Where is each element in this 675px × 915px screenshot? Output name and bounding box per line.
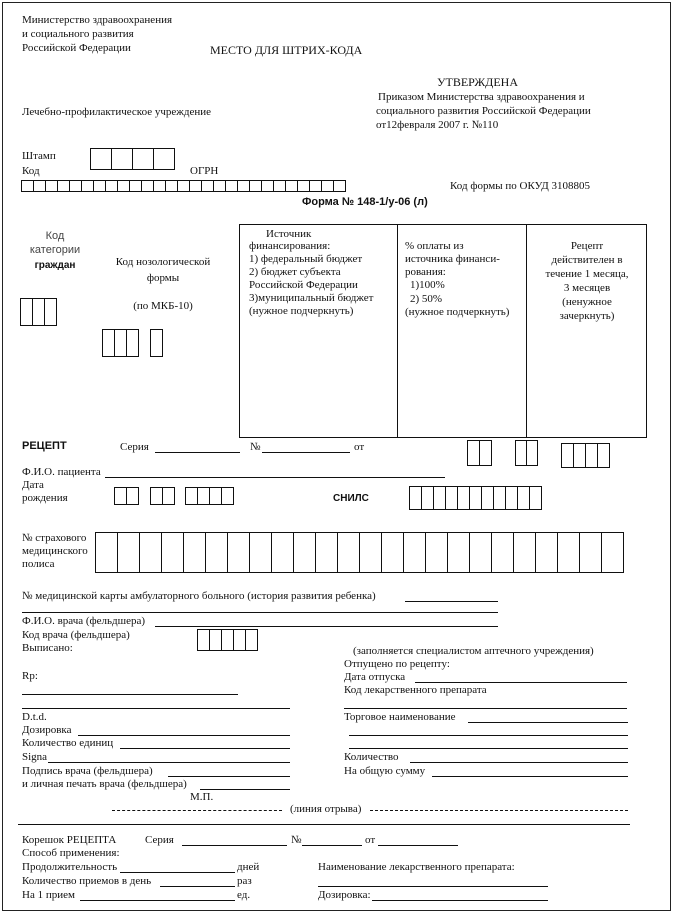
trade-name-line-2[interactable] xyxy=(349,735,628,736)
insurance-cells[interactable] xyxy=(96,532,624,573)
funding-hint: (нужное подчеркнуть) xyxy=(249,305,354,317)
info-divider-1 xyxy=(397,224,398,438)
quantity-line[interactable] xyxy=(410,762,628,763)
tear-line-right xyxy=(370,810,628,811)
nosology-label-2: формы xyxy=(146,272,180,284)
seal-line[interactable] xyxy=(200,789,290,790)
funding-label-2: финансирования: xyxy=(249,240,331,252)
doctor-code-cells[interactable] xyxy=(198,629,258,651)
ministry-line-1: Министерство здравоохранения xyxy=(22,14,173,26)
payment-option-1: 1)100% xyxy=(410,279,445,291)
code-label: Код xyxy=(22,165,40,177)
total-sum-label: На общую сумму xyxy=(344,765,426,777)
dosage-label: Дозировка xyxy=(22,724,72,736)
snils-label: СНИЛС xyxy=(333,493,369,504)
validity-label-2: действителен в xyxy=(551,254,623,266)
okud-code: Код формы по ОКУД 3108805 xyxy=(450,180,591,192)
validity-label-6: зачеркнуть) xyxy=(559,310,615,322)
doctor-code-label: Код врача (фельдшера) xyxy=(22,629,130,641)
stub-dosage-label: Дозировка: xyxy=(318,889,371,901)
ogrn-label: ОГРН xyxy=(190,165,219,177)
prescribed-label: Выписано: xyxy=(22,642,73,654)
insurance-label-2: медицинского xyxy=(22,545,88,557)
duration-line[interactable] xyxy=(120,872,235,873)
signature-line[interactable] xyxy=(168,776,290,777)
stamp-label: Штамп xyxy=(22,150,56,162)
nosology-label-3: (по МКБ-10) xyxy=(133,300,193,312)
funding-option-3: 3)муниципальный бюджет xyxy=(249,292,374,304)
payment-label-1: % оплаты из xyxy=(405,240,464,252)
funding-label-1: Источник xyxy=(266,228,312,240)
payment-label-3: рования: xyxy=(405,266,446,278)
birth-day-cells[interactable] xyxy=(115,487,139,505)
days-label: дней xyxy=(237,861,260,873)
info-divider-2 xyxy=(526,224,527,438)
unit-label: ед. xyxy=(237,889,251,901)
funding-option-1: 1) федеральный бюджет xyxy=(249,253,363,265)
units-label: Количество единиц xyxy=(22,737,114,749)
mp-label: М.П. xyxy=(190,791,214,803)
trade-name-line[interactable] xyxy=(468,722,628,723)
nosology-label-1: Код нозологической xyxy=(115,256,211,268)
stub-from-label: от xyxy=(365,834,376,846)
stub-dosage-line[interactable] xyxy=(372,900,548,901)
pharmacy-note: (заполняется специалистом аптечного учреждения) xyxy=(353,645,594,657)
dispense-date-line[interactable] xyxy=(415,682,627,683)
doctor-name-label: Ф.И.О. врача (фельдшера) xyxy=(22,615,146,627)
recipe-year-cells[interactable] xyxy=(562,443,610,468)
stub-series-line[interactable] xyxy=(182,845,287,846)
doctor-name-line[interactable] xyxy=(155,626,498,627)
patient-name-label: Ф.И.О. пациента xyxy=(22,466,101,478)
order-line-2: социального развития Российской Федерации xyxy=(376,105,591,117)
trade-name-line-3[interactable] xyxy=(349,748,628,749)
insurance-label-3: полиса xyxy=(22,558,55,570)
birth-label-2: рождения xyxy=(22,492,68,504)
quantity-label: Количество xyxy=(344,751,399,763)
dispensed-label: Отпущено по рецепту: xyxy=(344,658,450,670)
barcode-placeholder: МЕСТО ДЛЯ ШТРИХ-КОДА xyxy=(210,43,363,57)
drug-code-line[interactable] xyxy=(344,708,627,709)
recipe-number-line[interactable] xyxy=(262,452,350,453)
med-card-line[interactable] xyxy=(405,601,498,602)
method-label: Способ применения: xyxy=(22,847,120,859)
order-line-1: Приказом Министерства здравоохранения и xyxy=(378,91,585,103)
drug-name-label: Наименование лекарственного препарата: xyxy=(318,861,515,873)
stub-separator xyxy=(18,824,630,825)
category-label-2: категории xyxy=(29,244,81,256)
recipe-series-label: Серия xyxy=(120,441,149,453)
rp-line-1[interactable] xyxy=(22,694,238,695)
category-cells[interactable] xyxy=(21,298,57,326)
rp-label: Rp: xyxy=(22,670,38,682)
institution-label: Лечебно-профилактическое учреждение xyxy=(22,106,211,118)
tear-line-left xyxy=(112,810,282,811)
payment-hint: (нужное подчеркнуть) xyxy=(405,306,510,318)
validity-label-1: Рецепт xyxy=(570,240,604,252)
stamp-cells[interactable] xyxy=(91,148,175,170)
dosage-line[interactable] xyxy=(78,735,290,736)
insurance-label-1: № страхового xyxy=(22,532,87,544)
category-label-1: Код xyxy=(45,230,65,242)
signa-label: Signa xyxy=(22,751,48,763)
payment-option-2: 2) 50% xyxy=(410,293,443,305)
recipe-title: РЕЦЕПТ xyxy=(22,440,67,452)
funding-option-2b: Российской Федерации xyxy=(249,279,358,291)
total-sum-line[interactable] xyxy=(432,776,628,777)
funding-option-2: 2) бюджет субъекта xyxy=(249,266,341,278)
recipe-series-line[interactable] xyxy=(155,452,240,453)
med-card-label: № медицинской карты амбулаторного больного (история развития ребенка) xyxy=(22,590,376,602)
validity-label-4: 3 месяцев xyxy=(563,282,611,294)
duration-label: Продолжительность xyxy=(22,861,118,873)
category-label-3: граждан xyxy=(34,260,76,271)
recipe-number-label: № xyxy=(250,441,261,453)
drug-name-line[interactable] xyxy=(318,886,548,887)
rp-line-2[interactable] xyxy=(22,708,290,709)
validity-label-5: (ненужное xyxy=(562,296,612,308)
birth-label-1: Дата xyxy=(22,479,44,491)
form-number: Форма № 148-1/у-06 (л) xyxy=(302,196,428,208)
intake-count-line[interactable] xyxy=(160,886,235,887)
dispense-date-label: Дата отпуска xyxy=(344,671,406,683)
recipe-day-cells[interactable] xyxy=(468,440,492,466)
per-intake-label: На 1 прием xyxy=(22,889,75,901)
order-line-3: от12февраля 2007 г. №110 xyxy=(376,119,499,131)
stub-number-label: № xyxy=(291,834,302,846)
signa-line[interactable] xyxy=(48,762,290,763)
drug-code-label: Код лекарственного препарата xyxy=(344,684,487,696)
recipe-from-label: от xyxy=(354,441,365,453)
dtd-label: D.t.d. xyxy=(22,711,47,723)
stub-title: Корешок РЕЦЕПТА xyxy=(22,834,117,846)
ministry-line-2: и социального развития xyxy=(22,28,134,40)
ogrn-cells[interactable] xyxy=(22,180,346,192)
recipe-month-cells[interactable] xyxy=(516,440,538,466)
snils-cells[interactable] xyxy=(410,486,542,510)
birth-year-cells[interactable] xyxy=(186,487,234,505)
times-label: раз xyxy=(237,875,252,887)
patient-name-line[interactable] xyxy=(105,477,445,478)
tear-line-label: (линия отрыва) xyxy=(290,803,362,815)
birth-month-cells[interactable] xyxy=(151,487,175,505)
signature-label-1: Подпись врача (фельдшера) xyxy=(22,765,153,777)
per-intake-line[interactable] xyxy=(80,900,235,901)
stub-number-line[interactable] xyxy=(302,845,362,846)
payment-label-2: источника финанси- xyxy=(405,253,500,265)
stub-date-line[interactable] xyxy=(378,845,458,846)
units-line[interactable] xyxy=(120,748,290,749)
validity-label-3: течение 1 месяца, xyxy=(545,268,629,280)
intake-count-label: Количество приемов в день xyxy=(22,875,152,887)
approved-label: УТВЕРЖДЕНА xyxy=(437,75,519,89)
med-card-line-2[interactable] xyxy=(22,612,498,613)
nosology-cells[interactable] xyxy=(103,329,163,357)
signature-label-2: и личная печать врача (фельдшера) xyxy=(22,778,187,790)
stub-series-label: Серия xyxy=(145,834,174,846)
trade-name-label: Торговое наименование xyxy=(344,711,456,723)
ministry-line-3: Российской Федерации xyxy=(22,42,131,54)
